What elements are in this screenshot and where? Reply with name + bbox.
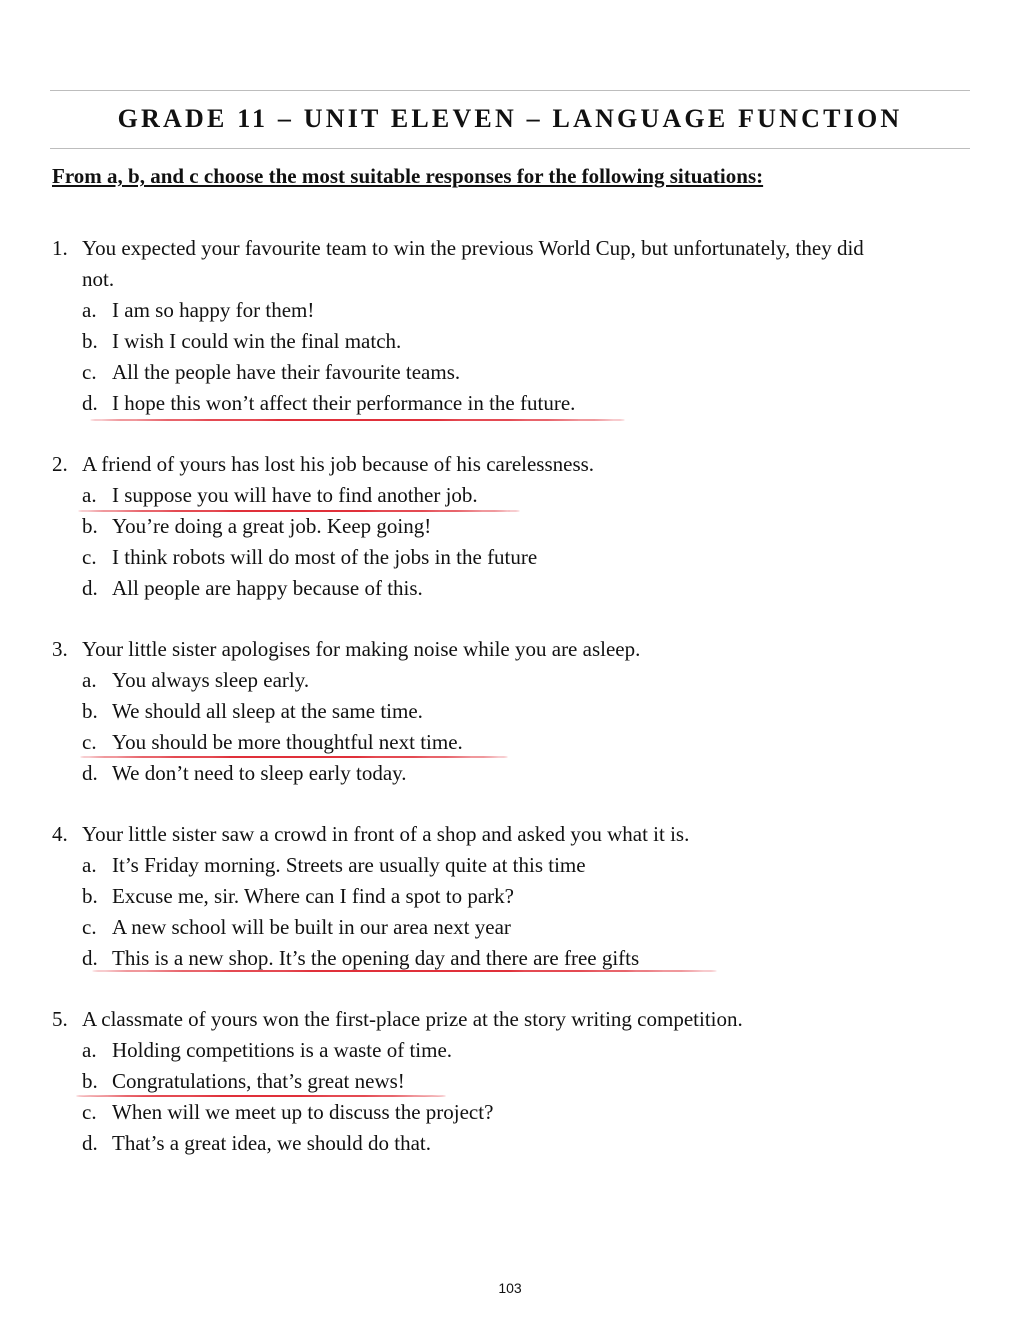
title-bottom-rule [50,148,970,149]
option-text: You should be more thoughtful next time. [112,730,463,754]
option-text: I wish I could win the final match. [112,329,402,353]
option-a [52,480,972,511]
option-letter: c. [82,915,97,939]
option-a [52,850,972,881]
answer-underline-mark [92,970,717,972]
option-text: All the people have their favourite teams. [112,360,461,384]
option-text: A new school will be built in our area next year [112,915,511,939]
option-c [52,1097,972,1128]
question-stem: not. [82,267,115,291]
option-letter: d. [82,946,98,970]
option-letter: b. [82,1069,98,1093]
option-text: Holding competitions is a waste of time. [112,1038,453,1062]
question-3 [52,634,972,789]
option-letter: b. [82,884,98,908]
question-stem: A classmate of yours won the first-place prize at the story writing competition. [82,1007,743,1031]
option-text: It’s Friday morning. Streets are usually quite at this time [112,853,586,877]
option-letter: d. [82,391,98,415]
option-letter: a. [82,1038,97,1062]
option-letter: d. [82,576,98,600]
option-letter: c. [82,1100,97,1124]
question-number: 5. [52,1007,68,1031]
option-text: I think robots will do most of the jobs in the future [112,545,538,569]
option-letter: d. [82,1131,98,1155]
option-d [52,573,972,604]
option-b [52,881,972,912]
answer-underline-mark [78,510,520,512]
question-stem: Your little sister saw a crowd in front of a shop and asked you what it is. [82,822,690,846]
option-d [52,758,972,789]
option-b [52,696,972,727]
question-number: 4. [52,822,68,846]
option-letter: a. [82,853,97,877]
question-5 [52,1004,972,1159]
option-d [52,388,972,419]
option-c [52,727,972,758]
option-text: We should all sleep at the same time. [112,699,423,723]
option-letter: c. [82,730,97,754]
option-letter: a. [82,483,97,507]
option-d [52,1128,972,1159]
question-number: 2. [52,452,68,476]
question-stem: You expected your favourite team to win the previous World Cup, but unfortunately, they did [82,236,864,260]
option-text: That’s a great idea, we should do that. [112,1131,431,1155]
top-rule [50,90,970,91]
option-b [52,326,972,357]
option-a [52,665,972,696]
answer-underline-mark [80,756,508,758]
page-title: GRADE 11 – UNIT ELEVEN – LANGUAGE FUNCTION [117,104,903,133]
option-text: You always sleep early. [112,668,310,692]
option-letter: d. [82,761,98,785]
option-text: I am so happy for them! [112,298,315,322]
answer-underline-mark [76,1095,446,1097]
option-b [52,1066,972,1097]
question-1 [52,233,972,419]
option-c [52,542,972,573]
option-letter: b. [82,329,98,353]
option-b [52,511,972,542]
page-number: 103 [498,1280,522,1296]
option-text: I hope this won’t affect their performance in the future. [112,391,576,415]
question-stem: A friend of yours has lost his job because of his carelessness. [82,452,595,476]
option-letter: b. [82,699,98,723]
answer-underline-mark [90,419,625,421]
question-4 [52,819,972,974]
option-text: All people are happy because of this. [112,576,423,600]
option-text: You’re doing a great job. Keep going! [112,514,432,538]
option-text: This is a new shop. It’s the opening day and there are free gifts [112,946,640,970]
option-text: We don’t need to sleep early today. [112,761,407,785]
option-text: When will we meet up to discuss the project? [112,1100,494,1124]
option-c [52,912,972,943]
option-letter: a. [82,298,97,322]
question-number: 1. [52,236,68,260]
option-text: Excuse me, sir. Where can I find a spot to park? [112,884,514,908]
option-a [52,295,972,326]
option-text: Congratulations, that’s great news! [112,1069,405,1093]
option-letter: a. [82,668,97,692]
option-letter: b. [82,514,98,538]
question-number: 3. [52,637,68,661]
option-text: I suppose you will have to find another job. [112,483,478,507]
question-stem: Your little sister apologises for making noise while you are asleep. [82,637,641,661]
option-c [52,357,972,388]
option-letter: c. [82,545,97,569]
question-2 [52,449,972,604]
instruction: From a, b, and c choose the most suitable responses for the following situations: [52,164,764,188]
option-a [52,1035,972,1066]
option-letter: c. [82,360,97,384]
